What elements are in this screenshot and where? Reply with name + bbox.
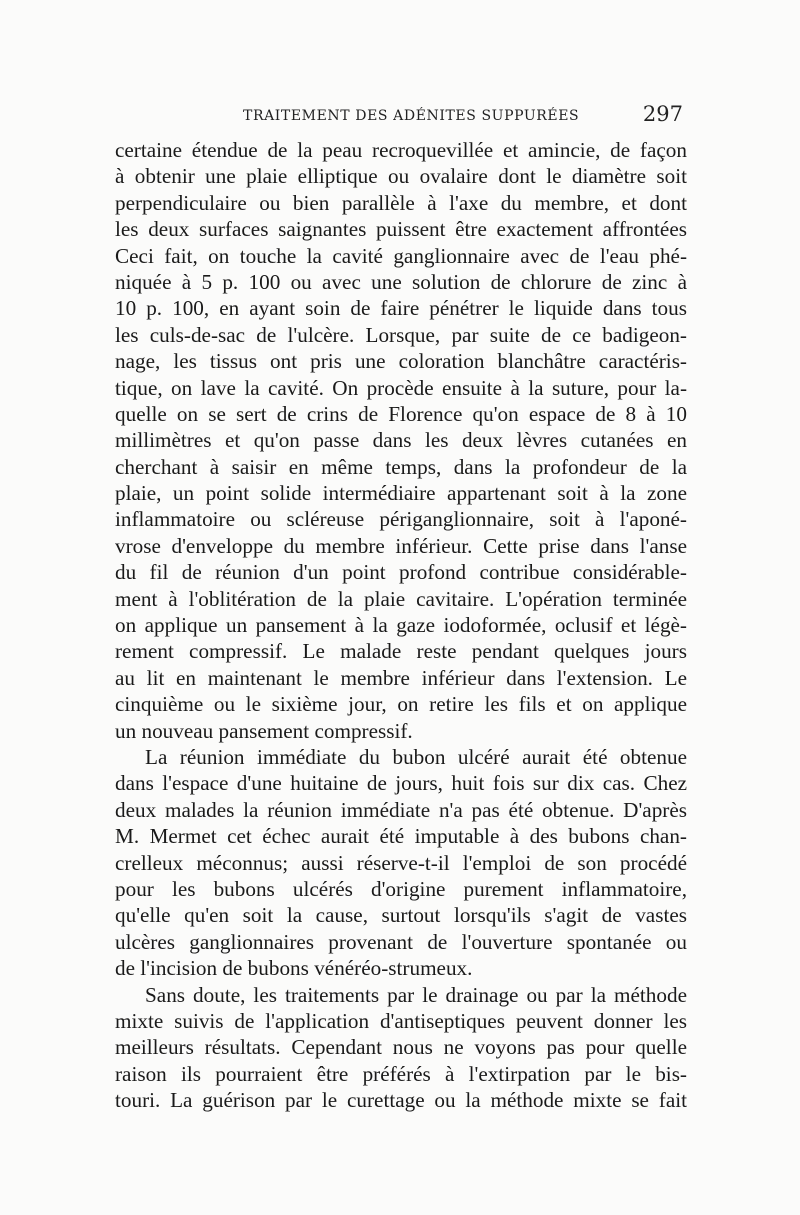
running-title: TRAITEMENT DES ADÉNITES SUPPURÉES bbox=[243, 108, 580, 124]
body-text bbox=[115, 137, 687, 1113]
text-line: deux malades la réunion immédiate n'a pas été obtenue. D'après bbox=[115, 797, 687, 822]
text-line: crelleux méconnus; aussi réserve-t-il l'emploi de son procédé bbox=[115, 850, 687, 875]
text-line: 10 p. 100, en ayant soin de faire pénétrer le liquide dans tous bbox=[115, 296, 687, 321]
text-line: quelle on se sert de crins de Florence qu'on espace de 8 à 10 bbox=[115, 401, 687, 426]
page-header bbox=[115, 100, 685, 130]
text-line: perpendiculaire ou bien parallèle à l'axe du membre, et dont bbox=[115, 190, 687, 215]
paragraph-first-line: La réunion immédiate du bubon ulcéré aurait été obtenue bbox=[145, 744, 687, 769]
text-line: Ceci fait, on touche la cavité ganglionnaire avec de l'eau phé- bbox=[115, 243, 687, 268]
text-line: les deux surfaces saignantes puissent être exactement affrontées bbox=[115, 217, 687, 242]
text-line: inflammatoire ou scléreuse périganglionnaire, soit à l'aponé- bbox=[115, 507, 687, 532]
text-line: un nouveau pansement compressif. bbox=[115, 718, 413, 743]
paragraph-first-line: Sans doute, les traitements par le drainage ou par la méthode bbox=[145, 982, 687, 1007]
text-line: cherchant à saisir en même temps, dans la profondeur de la bbox=[115, 454, 687, 479]
text-line: au lit en maintenant le membre inférieur dans l'extension. Le bbox=[115, 665, 687, 690]
text-line: niquée à 5 p. 100 ou avec une solution de chlorure de zinc à bbox=[115, 269, 687, 294]
text-line: plaie, un point solide intermédiaire appartenant soit à la zone bbox=[115, 481, 687, 506]
text-line: meilleurs résultats. Cependant nous ne voyons pas pour quelle bbox=[115, 1035, 687, 1060]
text-line: touri. La guérison par le curettage ou la méthode mixte se fait bbox=[115, 1088, 687, 1113]
text-line: ment à l'oblitération de la plaie cavitaire. L'opération terminée bbox=[115, 586, 687, 611]
text-line: ulcères ganglionnaires provenant de l'ouverture spontanée ou bbox=[115, 929, 687, 954]
text-line: on applique un pansement à la gaze iodoformée, oclusif et légè- bbox=[115, 613, 687, 638]
text-line: les culs-de-sac de l'ulcère. Lorsque, par suite de ce badigeon- bbox=[115, 322, 687, 347]
page-number: 297 bbox=[642, 102, 683, 126]
text-line: pour les bubons ulcérés d'origine purement inflammatoire, bbox=[115, 876, 687, 901]
text-line: du fil de réunion d'un point profond contribue considérable- bbox=[115, 560, 687, 585]
text-line: cinquième ou le sixième jour, on retire les fils et on applique bbox=[115, 692, 687, 717]
text-line: à obtenir une plaie elliptique ou ovalaire dont le diamètre soit bbox=[115, 164, 687, 189]
text-line: certaine étendue de la peau recroquevillée et amincie, de façon bbox=[115, 138, 687, 162]
text-line: mixte suivis de l'application d'antiseptiques peuvent donner les bbox=[115, 1008, 687, 1033]
text-line: M. Mermet cet échec aurait été imputable à des bubons chan- bbox=[115, 824, 687, 849]
text-line: millimètres et qu'on passe dans les deux lèvres cutanées en bbox=[115, 428, 687, 453]
text-line: vrose d'enveloppe du membre inférieur. Cette prise dans l'anse bbox=[115, 533, 687, 558]
text-line: tique, on lave la cavité. On procède ensuite à la suture, pour la- bbox=[115, 375, 687, 400]
text-line: qu'elle qu'en soit la cause, surtout lorsqu'ils s'agit de vastes bbox=[115, 903, 687, 928]
text-line: nage, les tissus ont pris une coloration blanchâtre caractéris- bbox=[115, 349, 687, 374]
text-line: rement compressif. Le malade reste pendant quelques jours bbox=[115, 639, 687, 664]
text-line: dans l'espace d'une huitaine de jours, huit fois sur dix cas. Chez bbox=[115, 771, 687, 796]
text-line: raison ils pourraient être préférés à l'extirpation par le bis- bbox=[115, 1061, 687, 1086]
text-line: de l'incision de bubons vénéréo-strumeux. bbox=[115, 956, 473, 981]
